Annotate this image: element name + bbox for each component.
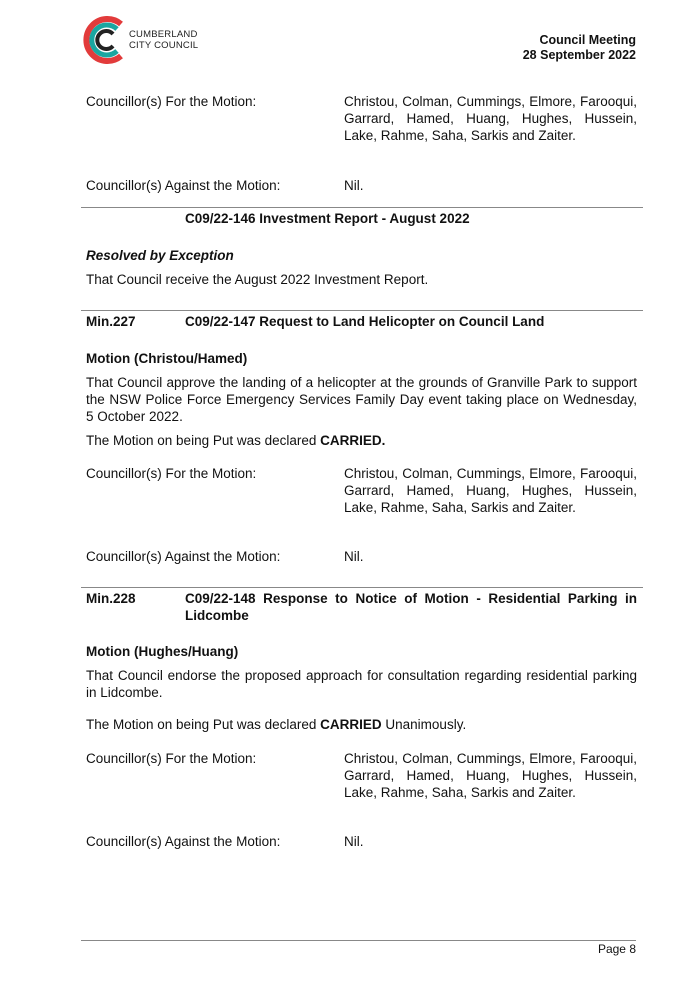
for-motion-names: Christou, Colman, Cummings, Elmore, Farooqui, Garrard, Hamed, Huang, Hughes, Hussein, Lake, Rahme, Saha, Sarkis and Zaiter. <box>344 751 637 800</box>
item-148-motion: Motion (Hughes/Huang) <box>86 644 239 659</box>
for-motion-label: Councillor(s) For the Motion: <box>86 466 257 481</box>
for-motion-label: Councillor(s) For the Motion: <box>86 751 257 766</box>
put-result: CARRIED <box>320 717 382 732</box>
for-motion-names: Christou, Colman, Cummings, Elmore, Farooqui, Garrard, Hamed, Huang, Hughes, Hussein, Lake, Rahme, Saha, Sarkis and Zaiter. <box>344 94 637 143</box>
against-motion-names: Nil. <box>344 549 364 564</box>
item-148-put-result <box>86 716 466 733</box>
put-text: The Motion on being Put was declared <box>86 717 321 732</box>
item-148-title: C09/22-148 Response to Notice of Motion - Residential Parking in Lidcombe <box>185 591 637 623</box>
against-motion-label: Councillor(s) Against the Motion: <box>86 549 281 564</box>
item-147-title: C09/22-147 Request to Land Helicopter on Council Land <box>185 314 545 329</box>
logo-line-1: CUMBERLAND <box>129 29 198 40</box>
page-number: Page 8 <box>597 942 636 956</box>
section-divider <box>81 207 643 208</box>
logo-line-2: CITY COUNCIL <box>129 40 199 51</box>
put-result: CARRIED. <box>320 433 386 448</box>
item-146-title: C09/22-146 Investment Report - August 2022 <box>185 211 470 226</box>
against-motion-names: Nil. <box>344 834 364 849</box>
put-text: The Motion on being Put was declared <box>86 433 321 448</box>
item-147-put-result <box>86 432 385 449</box>
section-divider <box>81 310 643 311</box>
against-motion-label: Councillor(s) Against the Motion: <box>86 834 281 849</box>
council-logo-icon <box>81 14 127 66</box>
against-motion-label: Councillor(s) Against the Motion: <box>86 178 281 193</box>
resolved-by-exception: Resolved by Exception <box>86 248 234 263</box>
minute-number-227: Min.227 <box>86 314 136 329</box>
minute-number-228: Min.228 <box>86 591 136 606</box>
meeting-date: 28 September 2022 <box>522 48 636 62</box>
against-motion-names: Nil. <box>344 178 364 193</box>
for-motion-names: Christou, Colman, Cummings, Elmore, Farooqui, Garrard, Hamed, Huang, Hughes, Hussein, Lake, Rahme, Saha, Sarkis and Zaiter. <box>344 466 637 515</box>
for-motion-label: Councillor(s) For the Motion: <box>86 94 257 109</box>
section-divider <box>81 587 643 588</box>
item-147-motion-text: That Council approve the landing of a helicopter at the grounds of Granville Park to support the NSW Police Force Emergency Services Family Day event taking place on Wednesday, 5 October 2022. <box>86 375 637 424</box>
logo-text <box>129 29 198 51</box>
item-146-resolution: That Council receive the August 2022 Investment Report. <box>86 272 429 287</box>
footer-divider <box>81 940 636 941</box>
item-148-motion-text: That Council endorse the proposed approach for consultation regarding residential parking in Lidcombe. <box>86 668 637 700</box>
put-suffix: Unanimously. <box>381 717 467 732</box>
item-147-motion: Motion (Christou/Hamed) <box>86 351 248 366</box>
council-logo <box>81 14 211 66</box>
meeting-header <box>523 33 636 63</box>
meeting-title: Council Meeting <box>539 33 636 47</box>
